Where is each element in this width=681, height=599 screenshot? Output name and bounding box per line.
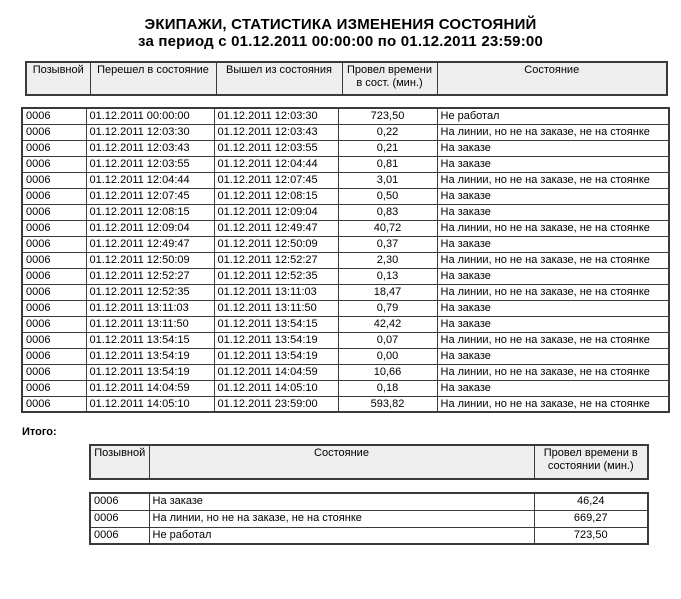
exited-state-cell: 01.12.2011 12:03:30: [214, 108, 338, 124]
table-row: [22, 364, 669, 380]
time-in-state-cell: 723,50: [338, 108, 437, 124]
time-in-state-cell: 18,47: [338, 284, 437, 300]
table-row: [22, 396, 669, 412]
exited-state-cell: 01.12.2011 14:04:59: [214, 364, 338, 380]
main-table-header: [25, 61, 668, 96]
exited-state-cell: 01.12.2011 13:54:15: [214, 316, 338, 332]
callsign-cell: 0006: [22, 220, 86, 236]
col-header-state: Состояние: [437, 62, 667, 95]
state-cell: На линии, но не на заказе, не на стоянке: [437, 364, 669, 380]
exited-state-cell: 01.12.2011 14:05:10: [214, 380, 338, 396]
state-cell: На заказе: [437, 156, 669, 172]
state-cell: На заказе: [437, 300, 669, 316]
state-cell: На заказе: [437, 204, 669, 220]
time-in-state-cell: 46,24: [534, 493, 648, 510]
time-in-state-cell: 0,07: [338, 332, 437, 348]
time-in-state-cell: 723,50: [534, 527, 648, 544]
summary-table-body: [89, 492, 649, 545]
callsign-cell: 0006: [22, 348, 86, 364]
state-cell: Не работал: [149, 527, 534, 544]
state-cell: На заказе: [437, 316, 669, 332]
callsign-cell: 0006: [22, 236, 86, 252]
entered-state-cell: 01.12.2011 14:04:59: [86, 380, 214, 396]
callsign-cell: 0006: [22, 204, 86, 220]
main-table-rows: [22, 108, 669, 412]
exited-state-cell: 01.12.2011 13:11:03: [214, 284, 338, 300]
col-header-exited-state: Вышел из состояния: [216, 62, 342, 95]
callsign-cell: 0006: [90, 493, 149, 510]
state-cell: На линии, но не на заказе, не на стоянке: [437, 252, 669, 268]
time-in-state-cell: 0,21: [338, 140, 437, 156]
entered-state-cell: 01.12.2011 12:03:55: [86, 156, 214, 172]
callsign-cell: 0006: [22, 188, 86, 204]
exited-state-cell: 01.12.2011 12:50:09: [214, 236, 338, 252]
callsign-cell: 0006: [90, 510, 149, 527]
state-cell: На линии, но не на заказе, не на стоянке: [437, 284, 669, 300]
summary-col-header-state: Состояние: [149, 445, 534, 479]
state-cell: На заказе: [437, 236, 669, 252]
table-row: [90, 527, 648, 544]
table-row: [22, 156, 669, 172]
col-header-callsign: Позывной: [26, 62, 90, 95]
entered-state-cell: 01.12.2011 13:54:15: [86, 332, 214, 348]
callsign-cell: 0006: [22, 124, 86, 140]
time-in-state-cell: 593,82: [338, 396, 437, 412]
summary-col-header-callsign: Позывной: [90, 445, 149, 479]
entered-state-cell: 01.12.2011 12:52:27: [86, 268, 214, 284]
time-in-state-cell: 0,13: [338, 268, 437, 284]
exited-state-cell: 01.12.2011 12:04:44: [214, 156, 338, 172]
entered-state-cell: 01.12.2011 12:49:47: [86, 236, 214, 252]
callsign-cell: 0006: [22, 396, 86, 412]
time-in-state-cell: 40,72: [338, 220, 437, 236]
state-cell: На заказе: [437, 268, 669, 284]
table-row: [90, 493, 648, 510]
state-cell: На заказе: [437, 140, 669, 156]
callsign-cell: 0006: [90, 527, 149, 544]
state-cell: На линии, но не на заказе, не на стоянке: [437, 172, 669, 188]
table-row: [22, 204, 669, 220]
table-row: [22, 220, 669, 236]
table-row: [22, 172, 669, 188]
time-in-state-cell: 0,22: [338, 124, 437, 140]
table-row: [90, 510, 648, 527]
table-row: [22, 332, 669, 348]
entered-state-cell: 01.12.2011 00:00:00: [86, 108, 214, 124]
report-title: ЭКИПАЖИ, СТАТИСТИКА ИЗМЕНЕНИЯ СОСТОЯНИЙ: [144, 16, 537, 33]
callsign-cell: 0006: [22, 364, 86, 380]
summary-header-row: [90, 445, 648, 479]
callsign-cell: 0006: [22, 108, 86, 124]
time-in-state-cell: 3,01: [338, 172, 437, 188]
entered-state-cell: 01.12.2011 13:11:03: [86, 300, 214, 316]
callsign-cell: 0006: [22, 252, 86, 268]
main-table-body: [21, 107, 670, 413]
entered-state-cell: 01.12.2011 12:52:35: [86, 284, 214, 300]
table-row: [22, 268, 669, 284]
callsign-cell: 0006: [22, 284, 86, 300]
state-cell: Не работал: [437, 108, 669, 124]
state-cell: На линии, но не на заказе, не на стоянке: [437, 396, 669, 412]
exited-state-cell: 01.12.2011 12:03:55: [214, 140, 338, 156]
exited-state-cell: 01.12.2011 13:54:19: [214, 332, 338, 348]
summary-table-rows: [90, 493, 648, 544]
exited-state-cell: 01.12.2011 13:54:19: [214, 348, 338, 364]
table-row: [22, 380, 669, 396]
summary-col-header-time: Провел времени в состоянии (мин.): [534, 445, 648, 479]
table-row: [22, 108, 669, 124]
entered-state-cell: 01.12.2011 12:03:30: [86, 124, 214, 140]
entered-state-cell: 01.12.2011 12:08:15: [86, 204, 214, 220]
exited-state-cell: 01.12.2011 23:59:00: [214, 396, 338, 412]
exited-state-cell: 01.12.2011 12:52:27: [214, 252, 338, 268]
time-in-state-cell: 0,37: [338, 236, 437, 252]
state-cell: На линии, но не на заказе, не на стоянке: [437, 124, 669, 140]
time-in-state-cell: 0,50: [338, 188, 437, 204]
report-period: за период с 01.12.2011 00:00:00 по 01.12.2011 23:59:00: [138, 33, 543, 50]
entered-state-cell: 01.12.2011 12:09:04: [86, 220, 214, 236]
summary-table-header: [89, 444, 649, 480]
table-row: [22, 124, 669, 140]
time-in-state-cell: 0,79: [338, 300, 437, 316]
state-cell: На линии, но не на заказе, не на стоянке: [437, 220, 669, 236]
col-header-time-in-state: Провел времени в сост. (мин.): [342, 62, 437, 95]
entered-state-cell: 01.12.2011 13:11:50: [86, 316, 214, 332]
state-cell: На заказе: [437, 188, 669, 204]
table-row: [22, 188, 669, 204]
state-cell: На линии, но не на заказе, не на стоянке: [149, 510, 534, 527]
state-cell: На заказе: [437, 380, 669, 396]
exited-state-cell: 01.12.2011 12:08:15: [214, 188, 338, 204]
table-row: [22, 236, 669, 252]
main-header-row: [26, 62, 667, 95]
callsign-cell: 0006: [22, 140, 86, 156]
entered-state-cell: 01.12.2011 14:05:10: [86, 396, 214, 412]
time-in-state-cell: 2,30: [338, 252, 437, 268]
exited-state-cell: 01.12.2011 12:49:47: [214, 220, 338, 236]
time-in-state-cell: 0,18: [338, 380, 437, 396]
entered-state-cell: 01.12.2011 12:03:43: [86, 140, 214, 156]
state-cell: На заказе: [437, 348, 669, 364]
callsign-cell: 0006: [22, 156, 86, 172]
table-row: [22, 140, 669, 156]
entered-state-cell: 01.12.2011 13:54:19: [86, 348, 214, 364]
state-cell: На линии, но не на заказе, не на стоянке: [437, 332, 669, 348]
time-in-state-cell: 0,00: [338, 348, 437, 364]
report-title-block: [0, 0, 681, 50]
entered-state-cell: 01.12.2011 13:54:19: [86, 364, 214, 380]
table-row: [22, 316, 669, 332]
time-in-state-cell: 0,81: [338, 156, 437, 172]
table-row: [22, 284, 669, 300]
exited-state-cell: 01.12.2011 12:09:04: [214, 204, 338, 220]
state-cell: На заказе: [149, 493, 534, 510]
time-in-state-cell: 42,42: [338, 316, 437, 332]
exited-state-cell: 01.12.2011 12:07:45: [214, 172, 338, 188]
col-header-entered-state: Перешел в состояние: [90, 62, 216, 95]
callsign-cell: 0006: [22, 332, 86, 348]
callsign-cell: 0006: [22, 316, 86, 332]
table-row: [22, 348, 669, 364]
callsign-cell: 0006: [22, 380, 86, 396]
time-in-state-cell: 0,83: [338, 204, 437, 220]
table-row: [22, 252, 669, 268]
time-in-state-cell: 669,27: [534, 510, 648, 527]
time-in-state-cell: 10,66: [338, 364, 437, 380]
totals-label: Итого:: [22, 426, 57, 438]
entered-state-cell: 01.12.2011 12:50:09: [86, 252, 214, 268]
callsign-cell: 0006: [22, 172, 86, 188]
exited-state-cell: 01.12.2011 12:52:35: [214, 268, 338, 284]
exited-state-cell: 01.12.2011 12:03:43: [214, 124, 338, 140]
entered-state-cell: 01.12.2011 12:04:44: [86, 172, 214, 188]
callsign-cell: 0006: [22, 300, 86, 316]
entered-state-cell: 01.12.2011 12:07:45: [86, 188, 214, 204]
table-row: [22, 300, 669, 316]
callsign-cell: 0006: [22, 268, 86, 284]
exited-state-cell: 01.12.2011 13:11:50: [214, 300, 338, 316]
